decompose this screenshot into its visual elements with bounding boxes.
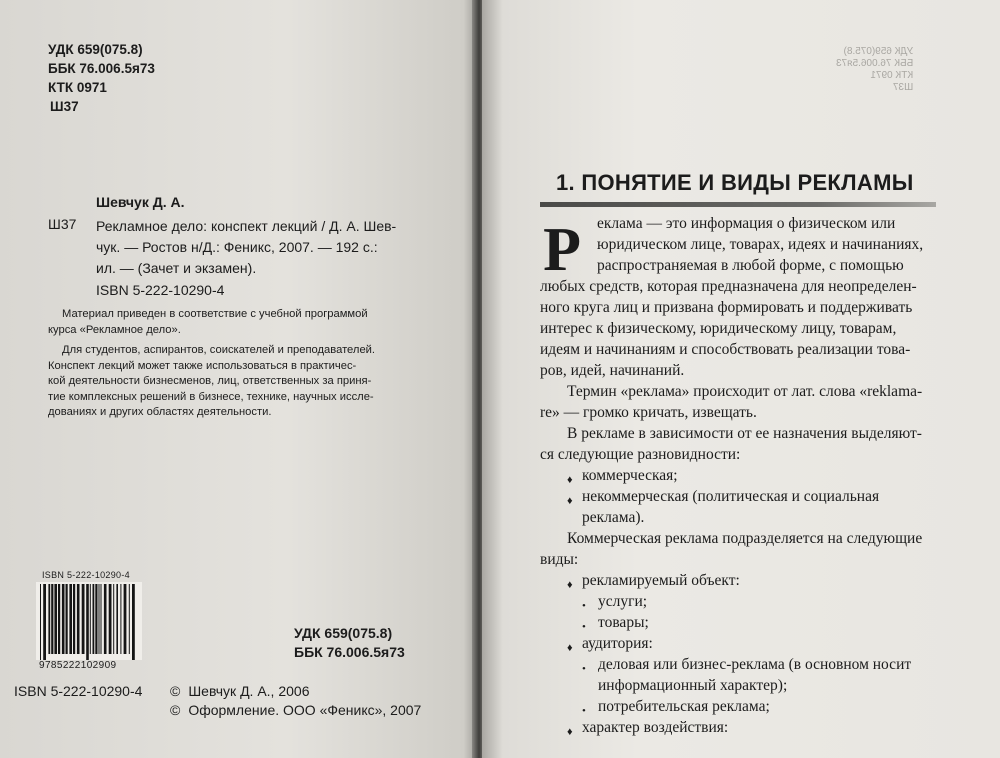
sub-list-item: товары; [598,614,649,631]
biblio-line: Рекламное дело: конспект лекций / Д. А. Шев- [96,218,397,234]
diamond-bullet-icon: ♦ [567,642,573,654]
bottom-codes [294,624,405,662]
barcode-bar [109,584,112,654]
classification-codes [48,40,155,116]
diamond-bullet-icon: ♦ [567,579,573,591]
ktk-code: КТК 0971 [48,80,107,95]
text-line: ного круга лиц и призвана формировать и поддерживать [540,299,913,316]
barcode-bar [104,584,107,654]
barcode-bar [120,584,121,654]
barcode-bar [48,584,50,654]
text-line: Термин «реклама» происходит от лат. слова «reklama- [567,383,923,400]
annotation [48,307,375,421]
text-line: распространяемая в любой форме, с помощью [597,257,904,274]
biblio-line: ил. — (Зачет и экзамен). [96,260,257,276]
text-line: re» — громко кричать, извещать. [540,404,757,421]
text-line: любых средств, которая предназначена для неопределен- [540,278,917,295]
text-line: ся следующие разновидности: [540,446,741,463]
drop-cap: Р [543,216,581,284]
barcode-bar [69,584,72,654]
author-mark: Ш37 [50,99,79,114]
bottom-bbk: ББК 76.006.5я73 [294,644,405,660]
annotation-line: кой деятельности бизнесменов, лиц, ответственных за приня- [48,375,372,387]
bbk-code: ББК 76.006.5я73 [48,61,155,76]
barcode-number: 9785222102909 [39,660,117,671]
barcode-bar [43,584,46,660]
text-line: идеям и начинаниям и способствовать реализации това- [540,341,911,358]
barcode-bar [66,584,68,654]
annotation-line: курса «Рекламное дело». [48,323,181,336]
text-line: интерес к физическому, юридическому лицу, товарам, [540,320,897,337]
list-item: характер воздействия: [582,719,729,736]
text-line: виды: [540,551,579,568]
barcode-bar [99,584,100,654]
diamond-bullet-icon: ♦ [567,726,573,738]
annotation-line: тие комплексных решений в бизнесе, технике, научных иссле- [48,390,374,403]
annotation-line: дованиях и других областях деятельности. [48,406,272,418]
chapter-heading: 1. ПОНЯТИЕ И ВИДЫ РЕКЛАМЫ [556,170,914,195]
annotation-line: Материал приведен в соответствие с учебной программой [62,308,368,320]
list-item: аудитория: [582,635,653,652]
barcode-bar [101,584,102,654]
barcode-bar [129,584,130,654]
barcode-bar [73,584,75,654]
list-item: коммерческая; [582,467,678,484]
barcode-bar [54,584,57,654]
barcode-bar [90,584,91,654]
author-sign: Ш37 [48,216,77,232]
barcode-bar [58,584,60,654]
barcode-bar [132,584,135,660]
text-line: В рекламе в зависимости от ее назначения выделяют- [567,425,922,442]
barcode [36,582,142,660]
annotation-line: Для студентов, аспирантов, соискателей и преподавателей. [62,344,376,356]
isbn: ISBN 5-222-10290-4 [96,282,225,298]
bottom-isbn: ISBN 5-222-10290-4 [14,683,143,699]
udk-code: УДК 659(075.8) [48,42,143,57]
text-line: Коммерческая реклама подразделяется на следующие [567,530,923,547]
barcode-bar [116,584,118,654]
text-line: еклама — это информация о физическом или [597,215,896,232]
sub-list-item-continuation: информационный характер); [598,677,788,694]
author-name: Шевчук Д. А. [96,194,185,210]
list-item-continuation: реклама). [582,509,645,526]
text-line: юридическом лице, товарах, идеях и начинаниях, [597,236,924,253]
barcode-bar [95,584,97,654]
left-page [0,0,478,758]
diamond-bullet-icon: ♦ [567,495,573,507]
sub-list-item: потребительская реклама; [598,698,770,715]
heading-rule [540,202,936,207]
show-through-text: УДК 659(075.8) ББК 76.006.5я73 КТК 0971 Ш37 [836,46,914,93]
annotation-line: Конспект лекций может также использоваться в практичес- [48,359,357,372]
copyright-line: © Оформление. ООО «Феникс», 2007 [170,702,422,718]
text-line: ров, идей, начинаний. [540,362,685,379]
bibliographic-description [96,216,450,279]
round-bullet-icon: • [582,705,586,717]
bottom-udk: УДК 659(075.8) [294,625,393,641]
barcode-bar [113,584,114,654]
barcode-bar [82,584,85,654]
copyright-block [170,682,421,720]
diamond-bullet-icon: ♦ [567,474,573,486]
round-bullet-icon: • [582,663,586,675]
copyright-line: © Шевчук Д. А., 2006 [170,683,310,699]
sub-list-item: деловая или бизнес-реклама (в основном носит [598,656,912,673]
list-item: некоммерческая (политическая и социальная [582,488,880,505]
barcode-bar [93,584,95,654]
list-item: рекламируемый объект: [582,572,740,589]
barcode-isbn: ISBN 5-222-10290-4 [42,570,130,580]
barcode-bar [124,584,127,654]
barcode-bar [62,584,65,654]
copyright-icon: © [170,702,181,718]
copyright-icon: © [170,683,181,699]
sub-list-item: услуги; [598,593,648,610]
barcode-bar [77,584,80,654]
biblio-line: чук. — Ростов н/Д.: Феникс, 2007. — 192 с.: [96,239,378,255]
round-bullet-icon: • [582,621,586,633]
barcode-bar [40,584,41,660]
barcode-bar [51,584,53,654]
barcode-bar [86,584,89,660]
round-bullet-icon: • [582,600,586,612]
